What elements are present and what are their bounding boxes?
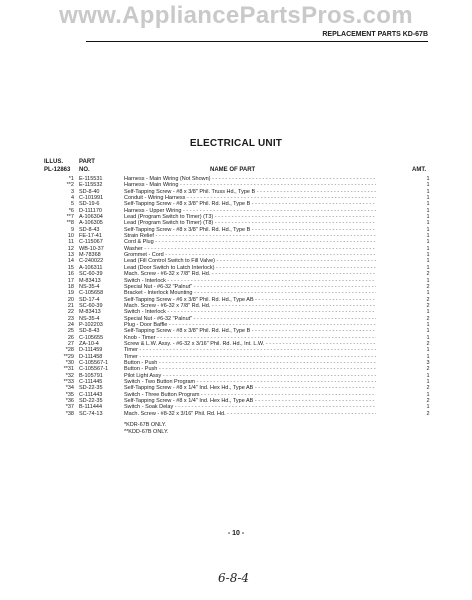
part-number: SC-74-13 [79,410,103,417]
part-amount: 2 [426,302,430,309]
part-amount: 1 [426,239,430,246]
illus-number: 12 [67,245,74,252]
part-number: SD-8-43 [79,328,100,335]
part-amount: 1 [426,379,430,385]
part-amount: 1 [426,353,430,360]
part-name: Self-Tapping Screw - #8 x 1/4" Ind. Hex Hd., Type AB - - - [124,398,376,404]
illus-number: 19 [67,290,74,297]
footnote-kdd: **KDD-67B ONLY. [124,429,169,435]
illus-number: *34 [65,385,74,392]
illus-number: 3 [70,188,74,195]
illus-number: 27 [67,340,74,347]
part-amount: 1 [426,207,430,214]
column-header-illus-line1: ILLUS. [44,159,63,165]
illus-number: *38 [65,410,74,417]
part-amount: 1 [426,252,430,259]
illus-number: 25 [67,328,74,335]
part-number: A-106305 [79,220,103,227]
part-name: Strain Relief - - - [124,233,376,239]
illus-number: 24 [67,321,74,328]
part-name: Harness - Main Wiring - - - [124,182,376,188]
part-number: WB-10-37 [79,245,104,252]
part-number: NS-35-4 [79,315,100,322]
part-name: Switch - Two Button Program - - - [124,379,376,385]
illus-number: *36 [65,398,74,405]
part-amount: 1 [426,176,430,182]
part-name: Knob - Timer - - - [124,335,376,341]
part-name: Lead (Program Switch to Timer) (T3) - - - [124,214,376,220]
column-header-part-line2: NO. [79,167,90,173]
part-name: Switch - Interlock - - - [124,278,376,284]
part-number: C-105567-1 [79,366,109,373]
part-amount: 2 [426,340,430,347]
column-header-amt: AMT. [412,167,426,173]
illus-number: 23 [67,315,74,322]
part-name: Switch - Interlock - - - [124,309,376,315]
part-name: Self-Tapping Screw - #8 x 3/8" Phil. Rd. Hd., Type B - - - [124,227,376,233]
part-number: SD-19-6 [79,201,100,208]
part-number: NS-35-4 [79,283,100,290]
part-number: SD-22-35 [79,385,103,392]
part-amount: 1 [426,182,430,189]
column-header-part-line1: PART [79,159,95,165]
part-amount: 2 [426,271,430,278]
header-title: REPLACEMENT PARTS KD-67B [322,31,428,38]
part-number: M-83413 [79,309,101,316]
parts-table [54,176,438,417]
illus-number: *37 [65,404,74,411]
part-name: Lead (Program Switch to Timer) (T8) - - - [124,220,376,226]
part-amount: 1 [426,334,430,341]
part-number: M-78368 [79,252,101,259]
part-amount: 1 [426,233,430,240]
illus-number: 15 [67,264,74,271]
illus-number: 13 [67,252,74,259]
illus-number: 10 [67,233,74,240]
part-amount: 1 [426,201,430,208]
header-rule [86,41,428,42]
illus-number: 4 [70,195,74,202]
part-name: Special Nut - #6-32 "Palnut" - - - [124,284,376,290]
part-amount: 2 [426,366,430,373]
illus-number: 9 [70,226,74,233]
part-name: Harness - Upper Wiring - - - [124,208,376,214]
part-number: C-111443 [79,391,103,398]
part-amount: 1 [426,372,430,379]
part-number: C-240022 [79,258,104,265]
illus-number: *6 [68,207,74,214]
part-number: SC-60-39 [79,271,103,278]
part-name: Self-Tapping Screw - #8 x 3/8" Phil. Rd. Hd., Type B - - - [124,201,376,207]
illus-number: *1 [68,176,74,182]
part-amount: 1 [426,195,430,202]
part-amount: 2 [426,315,430,322]
part-amount: 1 [426,220,430,227]
part-amount: 1 [426,258,430,265]
part-number: D-111458 [79,353,103,360]
part-number: B-111444 [79,404,103,411]
part-amount: 1 [426,214,430,221]
part-name: Special Nut - #6-32 "Palnut" - - - [124,316,376,322]
part-name: Screw & L.W. Assy. - #6-32 x 3/16" Phil. Rd. Hd., Int. L.W. - - - [124,341,376,347]
part-number: C-101991 [79,195,104,202]
section-title: ELECTRICAL UNIT [189,138,283,149]
illus-number: 17 [67,277,74,284]
part-amount: 1 [426,188,430,195]
part-number: SD-17-4 [79,296,100,303]
part-number: D-111170 [79,207,102,214]
part-amount: 1 [426,404,430,411]
part-number: C-111445 [79,379,103,385]
part-name: Plug - Door Baffle - - - [124,322,376,328]
part-name: Timer - - - [124,354,376,360]
part-name: Timer - - - [124,347,376,353]
part-number: SD-22-35 [79,398,103,405]
part-name: Self-Tapping Screw - #8 x 1/4" Ind. Hex Hd., Type AB - - - [124,385,376,391]
part-number: A-106311 [79,264,103,271]
illus-number: 26 [67,334,74,341]
part-number: C-105655 [79,334,104,341]
illus-number: 5 [70,201,74,208]
part-number: SD-8-43 [79,226,100,233]
part-number: E-115531 [79,176,103,182]
illus-number: **33 [63,379,74,385]
illus-number: **2 [66,182,74,189]
part-amount: 2 [426,283,430,290]
part-number: C-115067 [79,239,103,246]
page-number: - 10 - [227,530,245,537]
illus-number: 21 [67,302,74,309]
part-amount: 1 [426,277,430,284]
part-amount: 1 [426,309,430,316]
part-name: Lead (Door Switch to Latch Interlock) - - - [124,265,376,271]
part-number: M-83413 [79,277,101,284]
part-name: Conduit - Wiring Harness - - - [124,195,376,201]
part-name: Switch - Three Button Program - - - [124,392,376,398]
part-name: Mach. Screw - #6-32 x 7/8" Rd. Hd. - - - [124,303,376,309]
illus-number: *30 [65,359,74,366]
part-name: Cord & Plug - - - [124,239,376,245]
part-amount: 1 [426,226,430,233]
part-number: E-115532 [79,182,103,189]
part-amount: 1 [426,391,430,398]
part-name: Mach. Screw - #6-32 x 7/8" Rd. Hd. - - - [124,271,376,277]
part-name: Harness - Main Wiring (Not Shown) - - - [124,176,376,182]
column-header-part [79,158,95,174]
part-amount: 1 [426,290,430,297]
part-number: SD-8-40 [79,188,100,195]
part-amount: 1 [426,321,430,328]
part-name: Self-Tapping Screw - #6 x 3/8" Phil. Rd. Hd., Type AB - - - [124,297,376,303]
handwritten-note: 6-8-4 [218,571,250,585]
illus-number: **7 [66,214,74,221]
illus-number: **29 [63,353,74,360]
illus-number: **8 [66,220,74,227]
part-number: C-105567-1 [79,359,109,366]
part-name: Switch - Soak Delay - - - [124,404,376,410]
parts-row [54,411,438,417]
part-name: Mach. Screw - #8-32 x 3/16" Phil. Rd. Hd. - - - [124,411,376,417]
watermark: www.AppliancePartsPros.com [59,2,413,29]
illus-number: **31 [63,366,74,373]
illus-number: 11 [68,239,74,246]
illus-number: 20 [67,296,74,303]
part-name: Washer - - - [124,246,376,252]
part-amount: 1 [426,264,430,271]
part-number: C-105658 [79,290,104,297]
part-name: Button - Push - - - [124,360,376,366]
column-header-name: NAME OF PART [210,167,256,173]
illus-number: *35 [65,391,74,398]
part-number: P-102203 [79,321,103,328]
part-number: D-111459 [79,347,103,354]
illus-number: *28 [65,347,74,354]
illus-number: 22 [67,309,74,316]
part-name: Lead (Fill Control Switch to Fill Valve) - - - [124,258,376,264]
part-amount: 1 [426,245,430,252]
part-name: Grommet - Cord - - - [124,252,376,258]
illus-number: 18 [67,283,74,290]
part-amount: 3 [426,359,430,366]
part-amount: 1 [426,328,430,335]
footnote-kdr: *KDR-67B ONLY. [124,422,167,428]
illus-number: 16 [67,271,74,278]
part-number: ZA-10-4 [79,340,99,347]
column-header-illus [44,158,70,174]
part-amount: 1 [426,347,430,354]
illus-number: *32 [65,372,74,379]
part-number: B-105791 [79,372,103,379]
part-name: Pilot Light Assy - - - [124,373,376,379]
part-number: SC-60-39 [79,302,103,309]
column-header-illus-line2: PL-12863 [44,167,71,173]
part-name: Self-Tapping Screw - #8 x 3/8" Phil. Rd. Hd., Type B - - - [124,328,376,334]
illus-number: 14 [67,258,74,265]
part-amount: 2 [426,410,430,417]
part-amount: 2 [426,398,430,405]
part-amount: 2 [426,296,430,303]
part-name: Self-Tapping Screw - #8 x 3/8" Phil. Truss Hd., Type B - - - [124,189,376,195]
part-number: A-106304 [79,214,103,221]
part-amount: 2 [426,385,430,392]
part-name: Button - Push - - - [124,366,376,372]
part-number: FE-17-41 [79,233,102,240]
part-name: Bracket - Interlock Mounting - - - [124,290,376,296]
